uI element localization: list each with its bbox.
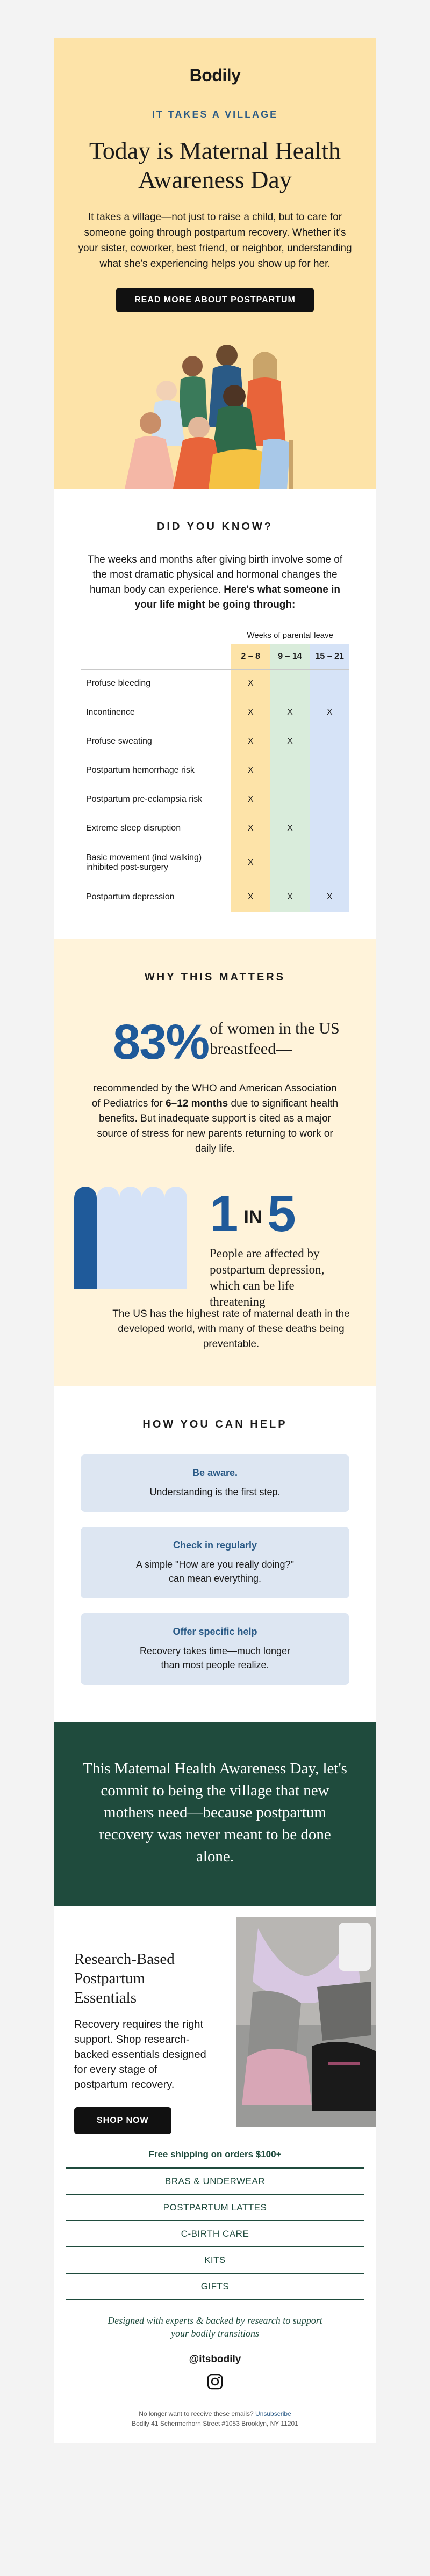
why-body-b: due to significant health benefits. But inadequate support is cited as a major source of stress for new parents returning to work or daily life. — [97, 1097, 339, 1154]
table-header-blank — [81, 644, 231, 669]
product-body: Recovery requires the right support. Shop research-backed essentials designed for every stage of postpartum recovery. — [74, 2018, 206, 2091]
symptom-label: Basic movement (incl walking) inhibited post-surgery — [81, 843, 231, 883]
shop-now-button[interactable]: SHOP NOW — [74, 2107, 171, 2134]
free-shipping-banner: Free shipping on orders $100+ — [66, 2143, 364, 2169]
cell-weeks-9-14: X — [270, 814, 310, 843]
one-in-five-one: 1 — [210, 1184, 239, 1242]
col-header-2-8: 2 – 8 — [231, 644, 270, 669]
cell-weeks-9-14 — [270, 843, 310, 883]
table-row — [81, 669, 349, 698]
footer — [54, 2132, 376, 2443]
did-you-know-body-text: The weeks and months after giving birth involve some of the most dramatic physical and hormonal changes the human body can experience. — [87, 554, 343, 595]
footer-tagline: Designed with experts & backed by research to support your bodily transitions — [108, 2315, 322, 2339]
why-title: WHY THIS MATTERS — [144, 971, 286, 983]
symptom-label: Extreme sleep disruption — [81, 814, 231, 843]
help-card-aware — [81, 1454, 349, 1512]
email-container — [54, 38, 376, 2443]
stat-83-text: of women in the US breastfeed— — [210, 1019, 340, 1058]
cell-weeks-9-14 — [270, 785, 310, 814]
read-more-button[interactable]: READ MORE ABOUT POSTPARTUM — [116, 288, 314, 312]
product-image[interactable] — [236, 1917, 376, 2127]
hero-eyebrow: IT TAKES A VILLAGE — [152, 109, 278, 120]
hero-section — [54, 38, 376, 489]
col-header-15-21: 15 – 21 — [310, 644, 349, 669]
nav-link-kits[interactable]: KITS — [66, 2247, 364, 2274]
cell-weeks-2-8: X — [231, 669, 270, 698]
why-body-bold: 6–12 months — [166, 1097, 228, 1109]
closing-text: This Maternal Health Awareness Day, let's commit to being the village that new mothers need—because postpartum recovery was never meant to be done alone. — [83, 1759, 347, 1865]
cell-weeks-15-21: X — [310, 883, 349, 912]
cell-weeks-2-8: X — [231, 785, 270, 814]
brand-logo[interactable]: Bodily — [189, 66, 241, 85]
one-in-five-empty-bar — [142, 1187, 164, 1289]
stat-83-percent: 83% — [113, 1014, 209, 1069]
symptoms-table — [81, 644, 349, 912]
product-title: Research-Based Postpartum Essentials — [74, 1950, 175, 2006]
cell-weeks-15-21 — [310, 727, 349, 756]
unsubscribe-text: No longer want to receive these emails? — [139, 2410, 256, 2418]
hero-title: Today is Maternal Health Awareness Day — [89, 137, 341, 193]
did-you-know-title: DID YOU KNOW? — [156, 521, 274, 533]
one-in-five-desc: People are affected by postpartum depression, which can be life threatening — [210, 1246, 325, 1308]
cell-weeks-9-14 — [270, 669, 310, 698]
one-in-five-in: IN — [243, 1206, 262, 1227]
nav-link-lattes[interactable]: POSTPARTUM LATTES — [66, 2195, 364, 2221]
village-illustration — [108, 328, 322, 489]
why-footer: The US has the highest rate of maternal death in the developed world, with many of these deaths being preventable. — [112, 1308, 350, 1350]
weeks-label: Weeks of parental leave — [247, 631, 333, 640]
closing-section — [54, 1722, 376, 1906]
cell-weeks-15-21 — [310, 756, 349, 785]
one-in-five-filled-bar — [74, 1187, 97, 1289]
cell-weeks-15-21: X — [310, 698, 349, 727]
one-in-five-stat — [210, 1184, 296, 1243]
cell-weeks-15-21 — [310, 785, 349, 814]
table-row — [81, 814, 349, 843]
table-row — [81, 785, 349, 814]
col-header-9-14: 9 – 14 — [270, 644, 310, 669]
nav-link-c-birth[interactable]: C-BIRTH CARE — [66, 2221, 364, 2247]
cell-weeks-15-21 — [310, 843, 349, 883]
one-in-five-empty-bar — [97, 1187, 119, 1289]
why-body — [91, 1081, 339, 1156]
one-in-five-block — [81, 1184, 349, 1308]
symptoms-table-wrap — [81, 631, 349, 912]
cell-weeks-2-8: X — [231, 698, 270, 727]
why-section — [54, 939, 376, 1386]
one-in-five-graphic — [74, 1187, 187, 1289]
nav-link-gifts[interactable]: GIFTS — [66, 2274, 364, 2300]
symptom-label: Postpartum hemorrhage risk — [81, 756, 231, 785]
one-in-five-empty-bar — [119, 1187, 142, 1289]
help-card-title: Check in regularly — [173, 1539, 257, 1551]
cell-weeks-9-14: X — [270, 883, 310, 912]
product-section — [54, 1906, 376, 2132]
symptom-label: Postpartum pre-eclampsia risk — [81, 785, 231, 814]
symptom-label: Profuse bleeding — [81, 669, 231, 698]
did-you-know-section — [54, 489, 376, 939]
cell-weeks-15-21 — [310, 669, 349, 698]
help-title: HOW YOU CAN HELP — [142, 1418, 288, 1430]
cell-weeks-9-14 — [270, 756, 310, 785]
symptom-label: Incontinence — [81, 698, 231, 727]
help-card-check-in — [81, 1527, 349, 1598]
cell-weeks-2-8: X — [231, 843, 270, 883]
help-card-body: Understanding is the first step. — [149, 1486, 281, 1497]
table-row — [81, 727, 349, 756]
one-in-five-five: 5 — [267, 1184, 296, 1242]
table-row — [81, 698, 349, 727]
table-header-row — [81, 644, 349, 669]
help-card-title: Offer specific help — [173, 1626, 257, 1637]
did-you-know-body — [86, 552, 344, 613]
unsubscribe-link[interactable]: Unsubscribe — [255, 2410, 291, 2418]
one-in-five-empty-bar — [164, 1187, 187, 1289]
table-row — [81, 756, 349, 785]
cell-weeks-2-8: X — [231, 727, 270, 756]
help-card-title: Be aware. — [192, 1467, 238, 1478]
did-you-know-body-emphasis: Here's what someone in your life might be going through: — [134, 584, 341, 610]
cell-weeks-15-21 — [310, 814, 349, 843]
hero-body: It takes a village—not just to raise a child, but to care for someone going through postpartum recovery. Whether it's your sister, coworker, best friend, or neighbor, understanding what she's experiencing helps you show up for her. — [78, 212, 352, 270]
cell-weeks-2-8: X — [231, 883, 270, 912]
help-section — [54, 1386, 376, 1722]
help-card-body: Recovery takes time—much longer than most people realize. — [139, 1645, 291, 1670]
help-card-offer-help — [81, 1613, 349, 1685]
company-address: Bodily 41 Schermerhorn Street #1053 Brooklyn, NY 11201 — [132, 2419, 298, 2427]
why-body-a: recommended by the WHO and American Association of Pediatrics for — [91, 1082, 337, 1109]
cell-weeks-2-8: X — [231, 814, 270, 843]
cell-weeks-2-8: X — [231, 756, 270, 785]
unsubscribe-line — [66, 2410, 364, 2418]
instagram-icon[interactable] — [206, 2373, 224, 2390]
table-row — [81, 843, 349, 883]
table-row — [81, 883, 349, 912]
symptom-label: Profuse sweating — [81, 727, 231, 756]
nav-link-bras[interactable]: BRAS & UNDERWEAR — [66, 2169, 364, 2195]
product-copy — [74, 1949, 209, 2134]
help-card-body: A simple "How are you really doing?" can mean everything. — [136, 1559, 294, 1584]
cell-weeks-9-14: X — [270, 698, 310, 727]
social-handle[interactable]: @itsbodily — [189, 2353, 241, 2365]
symptom-label: Postpartum depression — [81, 883, 231, 912]
cell-weeks-9-14: X — [270, 727, 310, 756]
